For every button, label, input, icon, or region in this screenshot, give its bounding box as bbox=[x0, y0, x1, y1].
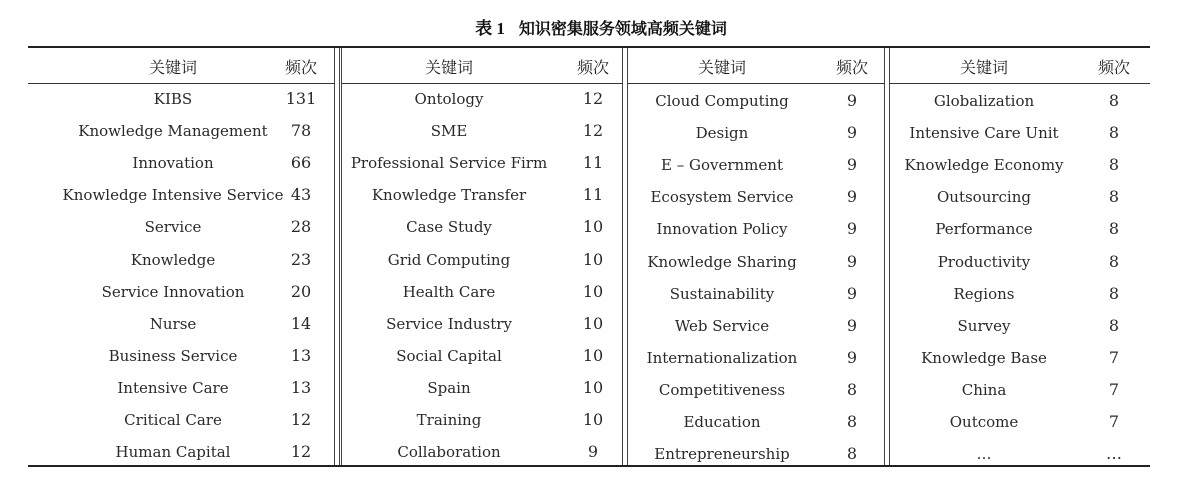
table-row bbox=[890, 213, 1150, 245]
keyword-cell: Ontology bbox=[414, 90, 484, 108]
keyword-cell: Productivity bbox=[937, 252, 1031, 271]
table-row bbox=[342, 147, 622, 179]
table-row bbox=[28, 147, 334, 179]
table-row bbox=[890, 117, 1150, 149]
frequency-cell: 23 bbox=[290, 249, 312, 269]
header-frequency: 频次 bbox=[835, 58, 868, 77]
table-row bbox=[890, 85, 1150, 117]
table-row bbox=[28, 308, 334, 340]
table-row bbox=[28, 115, 334, 147]
header-keyword: 关键词 bbox=[148, 58, 197, 77]
keyword-cell: … bbox=[976, 445, 992, 464]
frequency-cell: 8 bbox=[1108, 219, 1120, 239]
table-row bbox=[890, 310, 1150, 342]
keyword-cell: Health Care bbox=[402, 282, 496, 301]
table-row bbox=[628, 181, 884, 213]
keyword-cell: Globalization bbox=[933, 92, 1035, 110]
frequency-cell: 8 bbox=[846, 379, 858, 399]
table-caption bbox=[0, 14, 1202, 39]
keyword-cell: Performance bbox=[935, 220, 1033, 239]
keyword-cell: Training bbox=[416, 411, 482, 429]
table-title: 知识密集服务领域高频关键词 bbox=[518, 19, 727, 38]
frequency-cell: 10 bbox=[582, 249, 604, 269]
table-row bbox=[628, 406, 884, 438]
table-row bbox=[342, 83, 622, 115]
keyword-cell: Outsourcing bbox=[936, 188, 1031, 207]
table-row bbox=[628, 374, 884, 406]
frequency-cell: 8 bbox=[1108, 283, 1120, 303]
frequency-cell: 8 bbox=[1108, 155, 1120, 175]
keyword-cell: Human Capital bbox=[115, 443, 231, 462]
keyword-cell: Service Industry bbox=[386, 314, 512, 333]
table-section-3 bbox=[627, 48, 885, 465]
frequency-cell: 11 bbox=[582, 185, 604, 205]
table-row bbox=[628, 246, 884, 278]
table-row bbox=[342, 404, 622, 436]
frequency-cell: 20 bbox=[290, 281, 312, 301]
keyword-cell: Regions bbox=[953, 284, 1015, 303]
table-row bbox=[628, 85, 884, 117]
keyword-cell: Knowledge Sharing bbox=[647, 252, 797, 271]
keyword-cell: Service Innovation bbox=[101, 282, 245, 301]
keyword-cell: Knowledge bbox=[130, 250, 216, 269]
header-keyword: 关键词 bbox=[697, 58, 746, 77]
frequency-cell: 11 bbox=[582, 153, 604, 173]
keyword-cell: Knowledge Transfer bbox=[371, 186, 527, 205]
table-row bbox=[890, 181, 1150, 213]
frequency-cell: 9 bbox=[846, 155, 858, 175]
table-row bbox=[28, 179, 334, 211]
header-frequency: 频次 bbox=[576, 58, 609, 77]
table-row bbox=[890, 246, 1150, 278]
frequency-cell: 12 bbox=[290, 442, 312, 462]
table-row bbox=[342, 115, 622, 147]
frequency-cell: 7 bbox=[1108, 347, 1120, 367]
frequency-cell: 9 bbox=[846, 347, 858, 367]
table-row bbox=[342, 179, 622, 211]
header-row bbox=[628, 48, 884, 84]
keyword-cell: Competitiveness bbox=[658, 380, 786, 399]
keyword-cell: Sustainability bbox=[669, 284, 775, 303]
frequency-cell: 12 bbox=[582, 89, 604, 108]
table-row bbox=[342, 372, 622, 404]
frequency-cell: 43 bbox=[290, 185, 312, 205]
keyword-cell: China bbox=[961, 380, 1007, 399]
frequency-cell: 12 bbox=[290, 410, 312, 429]
frequency-cell: 14 bbox=[290, 313, 312, 333]
table-row bbox=[28, 404, 334, 436]
frequency-cell: 7 bbox=[1108, 379, 1120, 399]
keyword-cell: Case Study bbox=[406, 218, 492, 237]
keyword-cell: Survey bbox=[957, 316, 1011, 335]
keyword-cell: Nurse bbox=[149, 314, 197, 333]
keyword-cell: Knowledge Base bbox=[921, 348, 1047, 367]
keyword-cell: Knowledge Management bbox=[78, 122, 268, 141]
table-row bbox=[890, 278, 1150, 310]
frequency-cell: 12 bbox=[582, 121, 604, 141]
frequency-cell: 8 bbox=[846, 444, 858, 464]
table-row bbox=[890, 149, 1150, 181]
frequency-cell: 8 bbox=[1108, 91, 1120, 110]
table-row bbox=[28, 244, 334, 276]
keyword-cell: Intensive Care Unit bbox=[909, 124, 1059, 143]
table-row bbox=[890, 374, 1150, 406]
frequency-cell: 9 bbox=[846, 315, 858, 335]
keyword-cell: Spain bbox=[427, 378, 471, 397]
table-row bbox=[342, 436, 622, 468]
table-row bbox=[28, 436, 334, 468]
keyword-cell: Entrepreneurship bbox=[654, 445, 790, 464]
header-keyword: 关键词 bbox=[959, 58, 1008, 77]
keyword-cell: Social Capital bbox=[396, 346, 502, 365]
keyword-cell: Critical Care bbox=[124, 411, 222, 429]
frequency-cell: 10 bbox=[582, 313, 604, 333]
frequency-cell: 10 bbox=[582, 345, 604, 365]
keyword-cell: Innovation bbox=[132, 154, 214, 173]
table-number: 表 1 bbox=[475, 19, 505, 38]
table-row bbox=[342, 308, 622, 340]
frequency-cell: 9 bbox=[846, 91, 858, 110]
frequency-cell: 8 bbox=[1108, 251, 1120, 271]
header-frequency: 频次 bbox=[1097, 58, 1130, 77]
frequency-cell: 8 bbox=[1108, 187, 1120, 207]
frequency-cell: 8 bbox=[1108, 123, 1120, 143]
frequency-cell: 9 bbox=[846, 251, 858, 271]
header-row bbox=[28, 48, 334, 84]
frequency-cell: 13 bbox=[290, 345, 312, 365]
table-row bbox=[28, 372, 334, 404]
frequency-cell: 131 bbox=[285, 89, 317, 108]
frequency-cell: 9 bbox=[846, 123, 858, 143]
keyword-cell: Grid Computing bbox=[387, 250, 511, 269]
header-row bbox=[890, 48, 1150, 84]
header-row bbox=[342, 48, 622, 84]
table-row bbox=[342, 276, 622, 308]
keyword-cell: Outcome bbox=[949, 413, 1019, 431]
header-keyword: 关键词 bbox=[424, 58, 473, 77]
frequency-cell: 13 bbox=[290, 377, 312, 397]
keyword-cell: Cloud Computing bbox=[655, 92, 789, 110]
table-row bbox=[342, 340, 622, 372]
frequency-cell: 9 bbox=[846, 283, 858, 303]
header-frequency: 频次 bbox=[284, 58, 317, 77]
keyword-cell: E – Government bbox=[661, 156, 783, 175]
frequency-cell: 9 bbox=[846, 219, 858, 239]
table-row bbox=[28, 340, 334, 372]
table-section-2 bbox=[339, 48, 623, 465]
keyword-cell: Knowledge Intensive Service bbox=[62, 186, 284, 205]
table-section-1 bbox=[28, 48, 335, 465]
frequency-cell: 8 bbox=[846, 412, 858, 431]
table-section-4 bbox=[889, 48, 1150, 465]
table-row bbox=[342, 211, 622, 243]
keyword-cell: Service bbox=[144, 218, 202, 237]
table-row bbox=[628, 149, 884, 181]
keyword-cell: Design bbox=[695, 124, 749, 143]
frequency-cell: 10 bbox=[582, 281, 604, 301]
bottom-rule bbox=[28, 465, 1150, 467]
keyword-cell: SME bbox=[430, 122, 468, 141]
frequency-cell: … bbox=[1106, 444, 1122, 464]
frequency-cell: 10 bbox=[582, 217, 604, 237]
frequency-cell: 66 bbox=[290, 153, 312, 173]
frequency-cell: 10 bbox=[582, 410, 604, 429]
table-row bbox=[628, 278, 884, 310]
keyword-cell: Knowledge Economy bbox=[904, 156, 1064, 175]
frequency-cell: 9 bbox=[587, 442, 599, 462]
frequency-cell: 8 bbox=[1108, 315, 1120, 335]
keyword-cell: Innovation Policy bbox=[656, 220, 788, 239]
frequency-cell: 9 bbox=[846, 187, 858, 207]
table-row bbox=[628, 117, 884, 149]
table-row bbox=[890, 406, 1150, 438]
table-row bbox=[28, 276, 334, 308]
table-row bbox=[890, 342, 1150, 374]
keyword-cell: Business Service bbox=[108, 346, 238, 365]
frequency-cell: 28 bbox=[290, 217, 312, 237]
keyword-cell: Internationalization bbox=[646, 348, 798, 367]
frequency-cell: 10 bbox=[582, 377, 604, 397]
keyword-cell: Collaboration bbox=[397, 443, 501, 462]
frequency-cell: 7 bbox=[1108, 412, 1120, 431]
keyword-cell: Ecosystem Service bbox=[650, 188, 794, 207]
table-row bbox=[28, 83, 334, 115]
table-row bbox=[28, 211, 334, 243]
table-row bbox=[628, 310, 884, 342]
table-row bbox=[628, 342, 884, 374]
table-row bbox=[342, 244, 622, 276]
keyword-cell: Professional Service Firm bbox=[350, 154, 548, 173]
keyword-cell: Intensive Care bbox=[117, 378, 229, 397]
keyword-cell: Education bbox=[683, 413, 761, 431]
table-row bbox=[628, 213, 884, 245]
keyword-cell: Web Service bbox=[674, 316, 770, 335]
frequency-cell: 78 bbox=[290, 121, 312, 141]
keyword-cell: KIBS bbox=[153, 90, 193, 108]
